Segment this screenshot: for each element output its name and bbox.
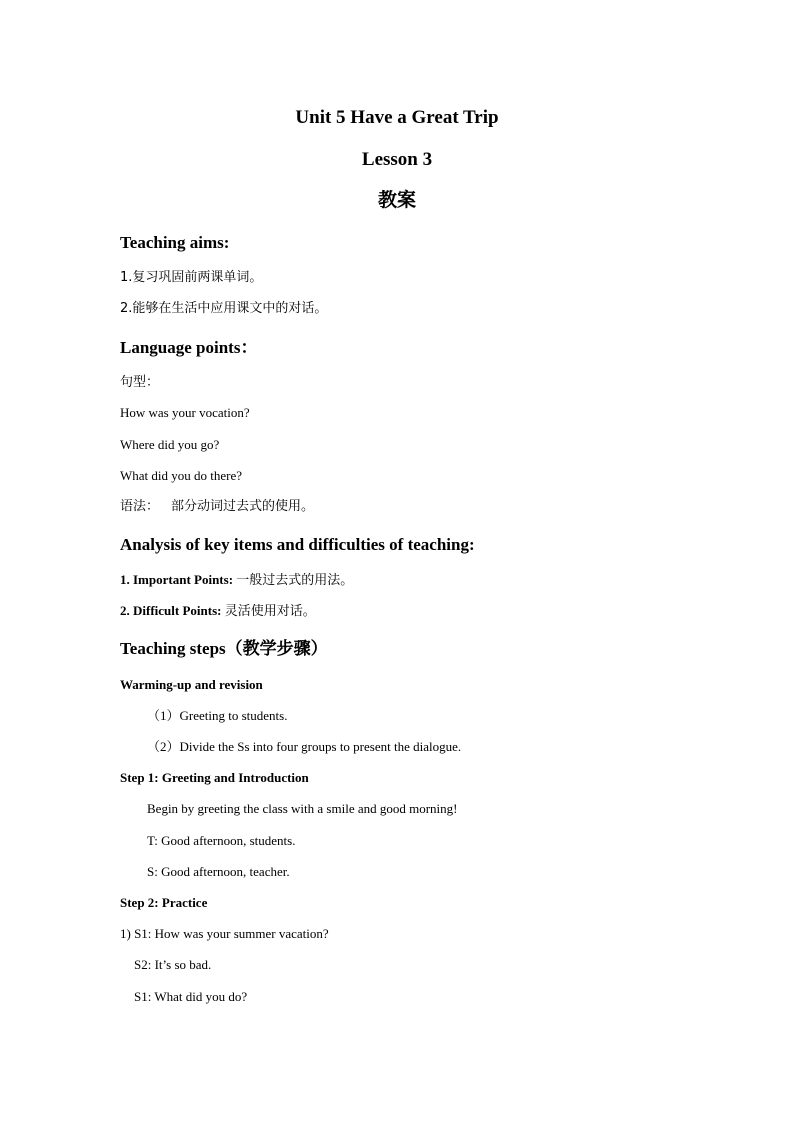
warmup-item: （2）Divide the Ss into four groups to present the dialogue.: [147, 739, 462, 754]
sentence-pattern: How was your vocation?: [120, 405, 250, 420]
teaching-aims-heading: Teaching aims:: [120, 233, 230, 252]
teaching-steps-heading-en: Teaching steps: [120, 639, 226, 658]
analysis-heading: Analysis of key items and difficulties of teaching:: [120, 535, 475, 554]
sentence-pattern: Where did you go?: [120, 437, 220, 452]
teaching-steps-heading-cn: （教学步骤）: [225, 639, 328, 659]
step1-title: Step 1: Greeting and Introduction: [120, 770, 309, 785]
grammar-label: 语法：: [120, 499, 160, 514]
doc-type-title: 教案: [377, 189, 416, 211]
important-points-line: [120, 573, 353, 587]
step2-line: S2: It’s so bad.: [134, 957, 212, 972]
step2-title: Step 2: Practice: [120, 895, 208, 910]
grammar-line: [120, 500, 314, 513]
teaching-steps-heading: [120, 640, 328, 658]
teaching-aim-item: 2.能够在生活中应用课文中的对话。: [120, 301, 328, 316]
sentence-pattern-label: 句型：: [120, 375, 160, 390]
important-points-text: 一般过去式的用法。: [236, 573, 354, 588]
step1-line: Begin by greeting the class with a smile and good morning!: [147, 801, 458, 816]
sentence-pattern: What did you do there?: [120, 468, 243, 483]
lesson-title: Lesson 3: [361, 149, 433, 170]
step1-line: T: Good afternoon, students.: [147, 833, 296, 848]
language-points-heading: Language points：: [120, 338, 258, 357]
teaching-aim-item: 1.复习巩固前两课单词。: [120, 270, 263, 285]
warmup-title: Warming-up and revision: [120, 677, 263, 692]
warmup-item: （1）Greeting to students.: [147, 708, 288, 723]
document-title: Unit 5 Have a Great Trip: [295, 107, 499, 128]
important-points-label: 1. Important Points:: [120, 572, 234, 587]
difficult-points-line: [120, 604, 316, 618]
grammar-text: 部分动词过去式的使用。: [171, 499, 315, 514]
difficult-points-label: 2. Difficult Points:: [120, 603, 222, 618]
step1-line: S: Good afternoon, teacher.: [147, 864, 290, 879]
step2-line: S1: What did you do?: [134, 989, 248, 1004]
difficult-points-text: 灵活使用对话。: [224, 604, 316, 619]
step2-line: 1) S1: How was your summer vacation?: [120, 926, 329, 941]
